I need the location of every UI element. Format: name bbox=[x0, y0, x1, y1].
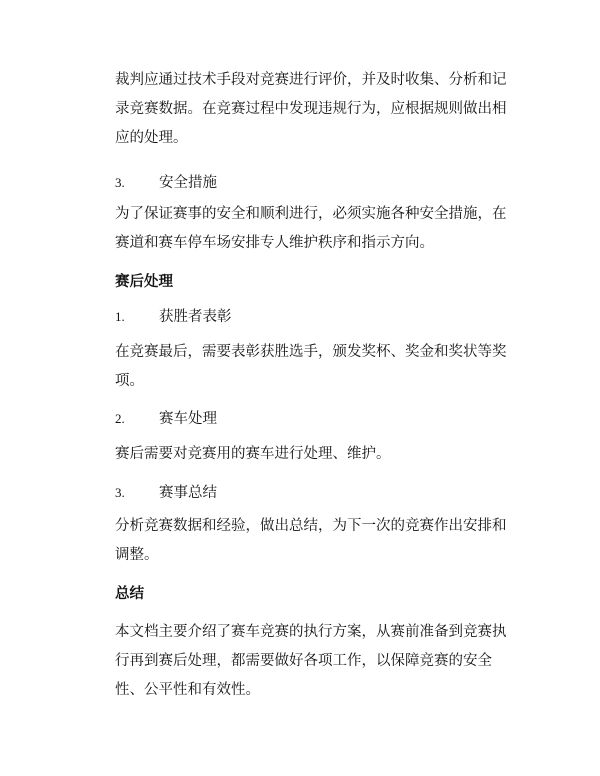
paragraph-judging: 裁判应通过技术手段对竞赛进行评价，并及时收集、分析和记录竞赛数据。在竞赛过程中发现违规行为，应根据规则做出相应的处理。 bbox=[115, 72, 507, 146]
list-item-label: 赛事总结 bbox=[159, 485, 217, 501]
section-heading-summary: 总结 bbox=[115, 586, 144, 602]
paragraph-summary: 本文档主要介绍了赛车竞赛的执行方案，从赛前准备到竞赛执行再到赛后处理，都需要做好各项工作，以保障竞赛的安全性、公平性和有效性。 bbox=[115, 624, 507, 698]
paragraph-safety: 为了保证赛事的安全和顺利进行，必须实施各种安全措施，在赛道和赛车停车场安排专人维护秩序和指示方向。 bbox=[115, 206, 507, 251]
list-item-number: 2. bbox=[115, 411, 125, 426]
section-heading-post-race: 赛后处理 bbox=[115, 274, 173, 290]
list-item-number: 1. bbox=[115, 309, 125, 324]
list-item-label: 赛车处理 bbox=[159, 411, 217, 427]
list-item-label: 获胜者表彰 bbox=[159, 309, 232, 325]
list-item-number: 3. bbox=[115, 175, 125, 190]
list-item-car-handling bbox=[115, 404, 507, 434]
list-item-number: 3. bbox=[115, 485, 125, 500]
list-item-winner-award bbox=[115, 302, 507, 332]
paragraph-car-handling: 赛后需要对竞赛用的赛车进行处理、维护。 bbox=[115, 446, 391, 462]
list-item-safety bbox=[115, 168, 507, 198]
paragraph-winner-award: 在竞赛最后，需要表彰获胜选手，颁发奖杯、奖金和奖状等奖项。 bbox=[115, 344, 507, 389]
list-item-label: 安全措施 bbox=[159, 175, 217, 191]
paragraph-event-summary: 分析竞赛数据和经验，做出总结，为下一次的竞赛作出安排和调整。 bbox=[115, 518, 507, 563]
list-item-event-summary bbox=[115, 478, 507, 508]
